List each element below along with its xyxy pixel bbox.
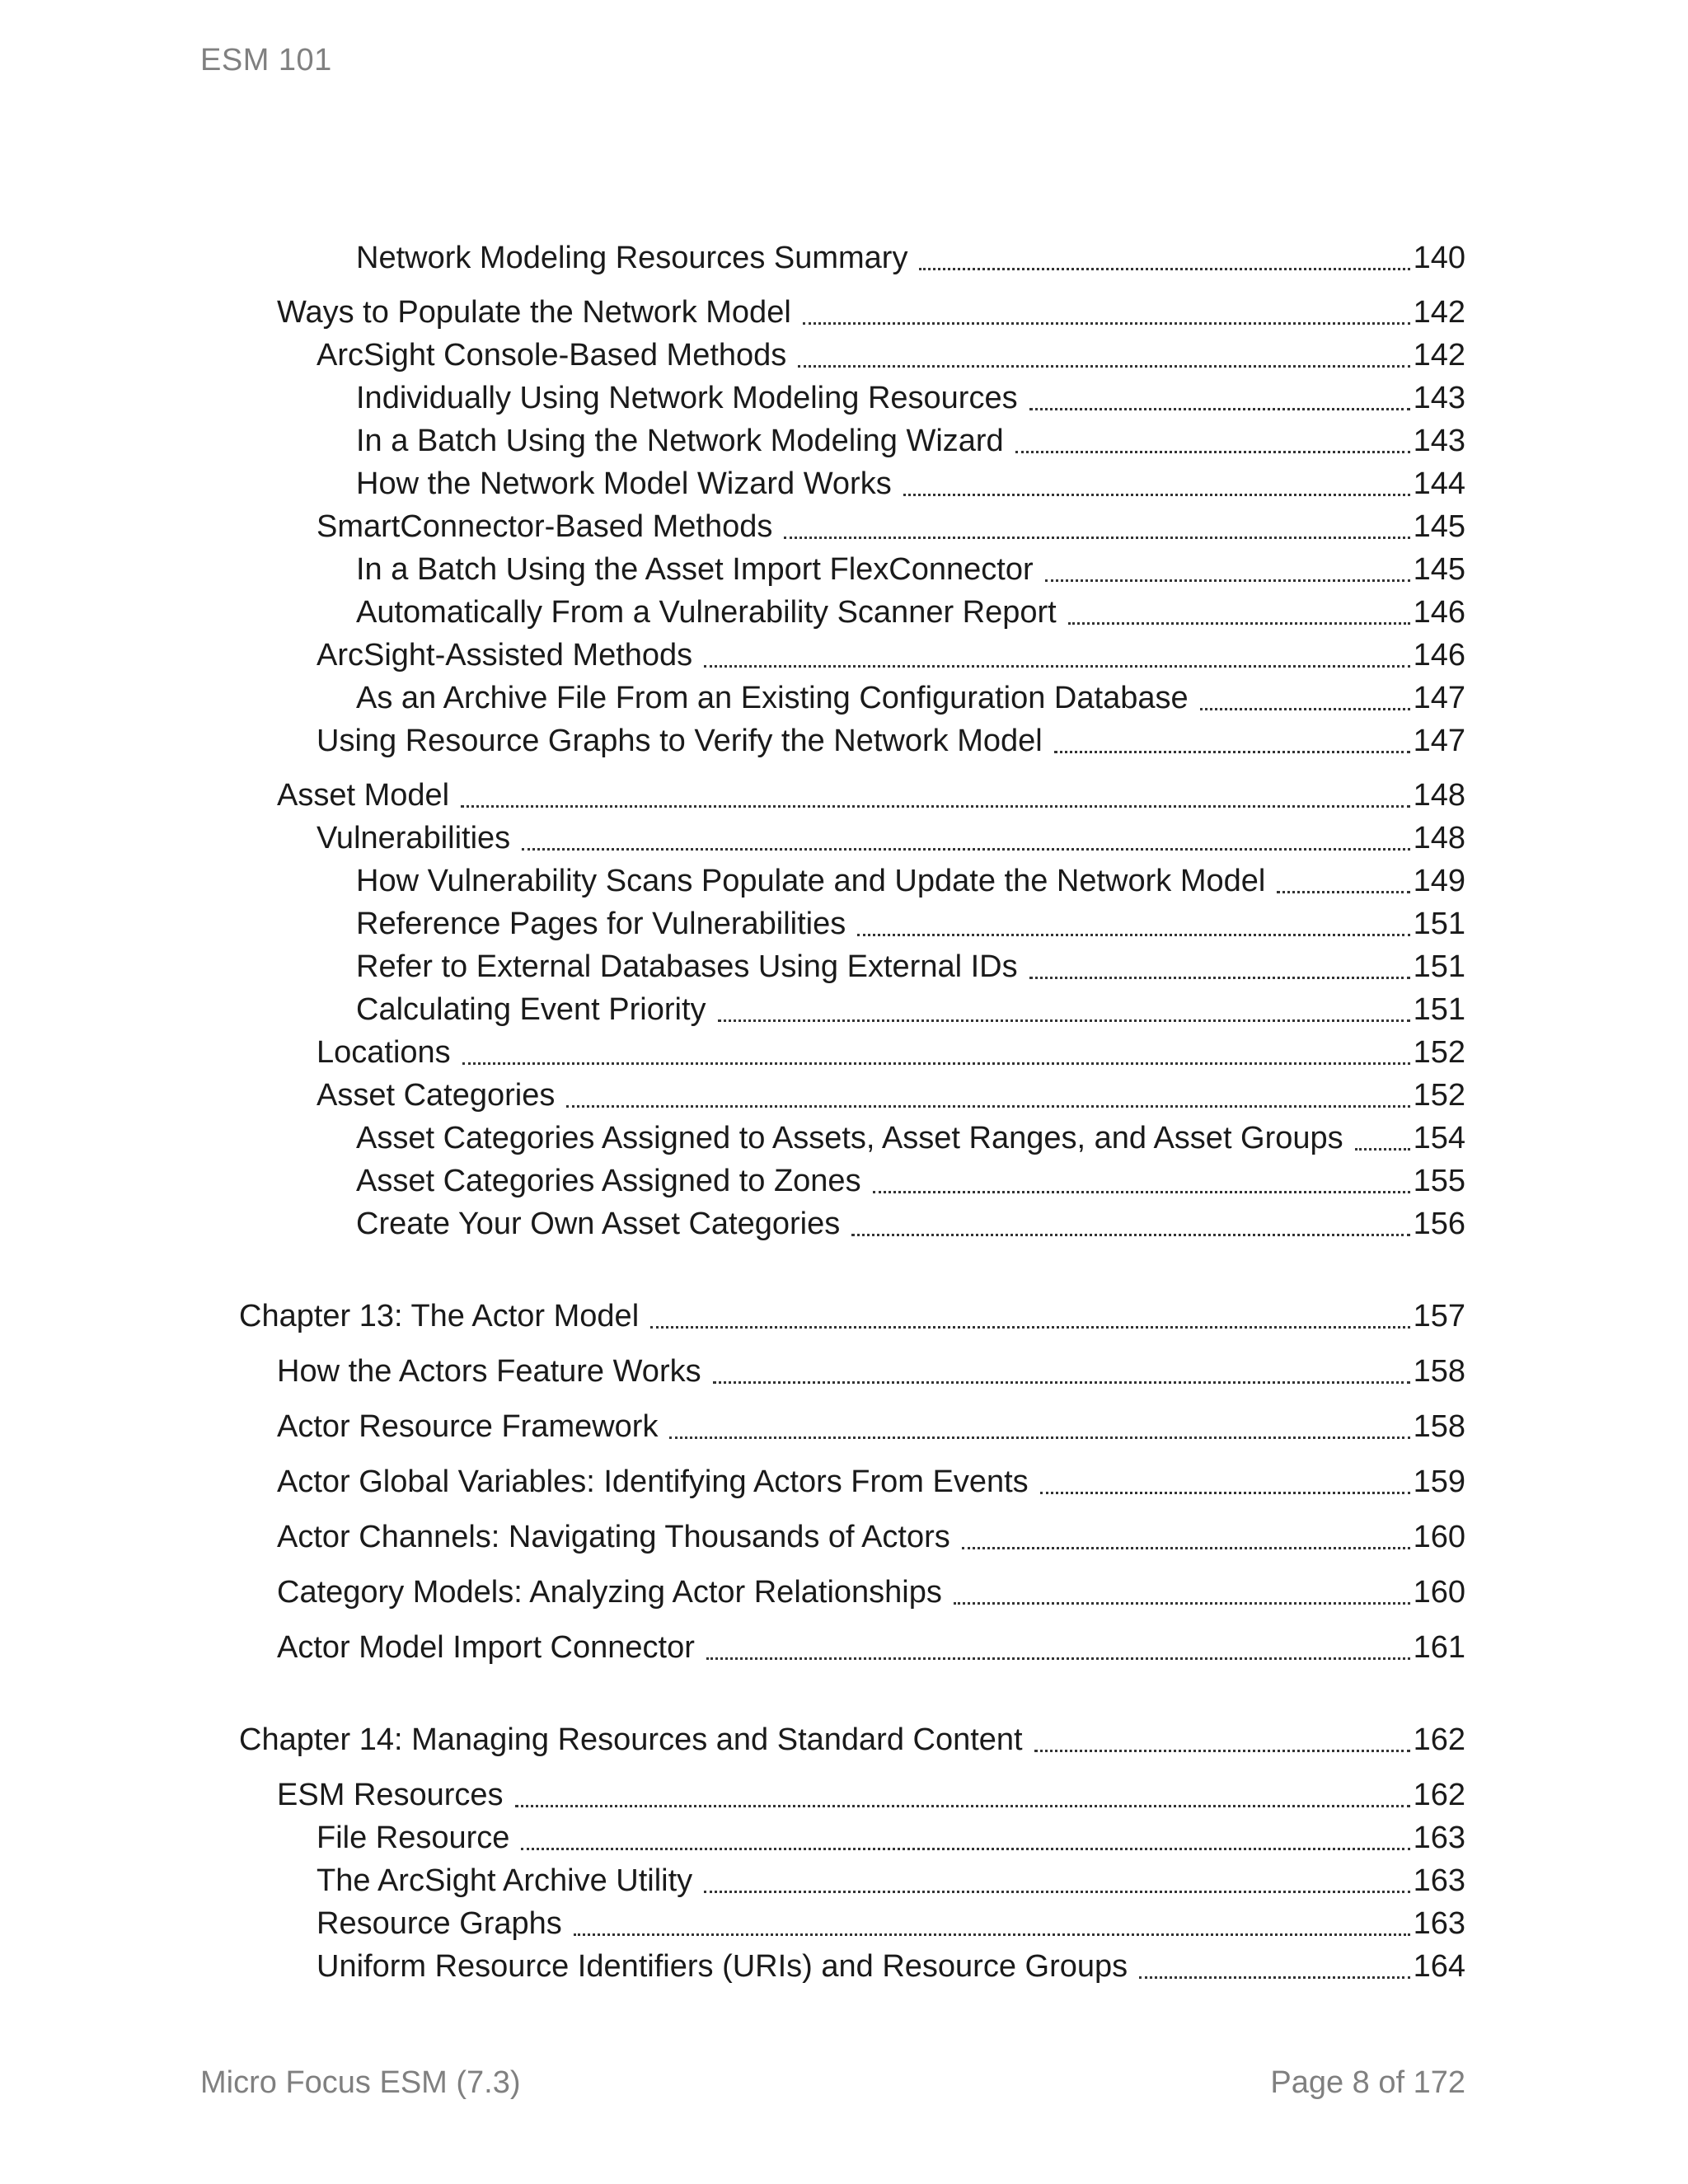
toc-page-number: 146 [1413, 595, 1465, 630]
toc-entry-label: Automatically From a Vulnerability Scanner Report [356, 595, 1057, 630]
toc-page-number: 144 [1413, 466, 1465, 501]
toc-entry[interactable] [277, 293, 1465, 331]
toc-leader-dots [706, 1657, 1410, 1660]
toc-entry[interactable] [316, 819, 1465, 857]
toc-page-number: 148 [1413, 821, 1465, 855]
toc-leader-dots [1054, 751, 1410, 753]
toc-page-number: 143 [1413, 424, 1465, 458]
toc-entry-label: File Resource [316, 1821, 510, 1855]
toc-entry[interactable] [277, 776, 1465, 814]
toc-entry[interactable] [356, 862, 1465, 900]
toc-leader-dots [522, 848, 1409, 851]
toc-page-number: 159 [1413, 1465, 1465, 1499]
toc-page-number: 160 [1413, 1520, 1465, 1554]
toc-page-number: 151 [1413, 907, 1465, 941]
toc-entry-label: Category Models: Analyzing Actor Relationships [277, 1575, 942, 1610]
toc-entry[interactable] [277, 1463, 1465, 1501]
toc-leader-dots [521, 1848, 1409, 1850]
toc-page-number: 148 [1413, 778, 1465, 813]
toc-page-number: 142 [1413, 295, 1465, 330]
toc-leader-dots [704, 1891, 1409, 1893]
toc-leader-dots [1015, 451, 1410, 453]
toc-entry-label: Network Modeling Resources Summary [356, 241, 908, 275]
toc-entry[interactable] [316, 1819, 1465, 1857]
toc-leader-dots [461, 805, 1410, 808]
toc-page-number: 147 [1413, 724, 1465, 758]
toc-leader-dots [851, 1234, 1409, 1236]
toc-entry[interactable] [356, 948, 1465, 986]
toc-entry-label: Chapter 14: Managing Resources and Standard Content [239, 1722, 1023, 1757]
toc-page-number: 151 [1413, 992, 1465, 1027]
toc-entry[interactable] [316, 1947, 1465, 1985]
toc-entry[interactable] [277, 1573, 1465, 1611]
toc-entry-label: Asset Categories [316, 1078, 556, 1113]
toc-leader-dots [873, 1191, 1410, 1193]
toc-leader-dots [798, 365, 1409, 368]
toc-entry-label: Individually Using Network Modeling Resources [356, 381, 1018, 415]
toc-page-number: 160 [1413, 1575, 1465, 1610]
toc-page-number: 151 [1413, 949, 1465, 984]
toc-entry-label: How Vulnerability Scans Populate and Update the Network Model [356, 864, 1266, 898]
toc-page-number: 157 [1413, 1299, 1465, 1333]
toc-entry[interactable] [239, 1721, 1465, 1759]
toc-page-number: 152 [1413, 1078, 1465, 1113]
toc-page-number: 152 [1413, 1035, 1465, 1070]
toc-entry-label: Vulnerabilities [316, 821, 511, 855]
toc-entry[interactable] [316, 1033, 1465, 1071]
toc-entry-label: How the Network Model Wizard Works [356, 466, 892, 501]
toc-entry[interactable] [356, 1205, 1465, 1243]
toc-entry-label: ESM Resources [277, 1778, 504, 1812]
toc-entry[interactable] [316, 1905, 1465, 1943]
toc-entry-label: Locations [316, 1035, 451, 1070]
toc-entry[interactable] [356, 422, 1465, 460]
toc-leader-dots [1139, 1976, 1409, 1979]
toc-page-number: 163 [1413, 1863, 1465, 1898]
toc-leader-dots [784, 537, 1409, 539]
toc-leader-dots [713, 1381, 1410, 1384]
toc-entry[interactable] [356, 1162, 1465, 1200]
toc-entry[interactable] [277, 1629, 1465, 1666]
toc-page-number: 162 [1413, 1722, 1465, 1757]
toc-leader-dots [1200, 708, 1410, 710]
toc-entry-label: Create Your Own Asset Categories [356, 1207, 841, 1241]
toc-leader-dots [566, 1105, 1409, 1108]
toc-entry-label: ArcSight Console-Based Methods [316, 338, 787, 373]
toc-entry-label: SmartConnector-Based Methods [316, 509, 773, 544]
toc-entry-label: Ways to Populate the Network Model [277, 295, 791, 330]
toc-leader-dots [954, 1602, 1410, 1605]
toc-entry[interactable] [316, 1862, 1465, 1900]
toc-leader-dots [515, 1805, 1410, 1807]
toc-leader-dots [1029, 408, 1410, 410]
toc-page-number: 164 [1413, 1949, 1465, 1984]
toc-entry[interactable] [356, 239, 1465, 277]
toc-entry-label: Actor Model Import Connector [277, 1630, 695, 1665]
toc-page-number: 147 [1413, 681, 1465, 715]
toc-entry-label: ArcSight-Assisted Methods [316, 638, 693, 673]
toc-entry[interactable] [316, 1076, 1465, 1114]
toc-entry-label: How the Actors Feature Works [277, 1354, 701, 1389]
toc-leader-dots [650, 1326, 1409, 1329]
page-header-title: ESM 101 [200, 43, 332, 77]
toc-entry[interactable] [316, 636, 1465, 674]
footer-page-number: Page 8 of 172 [1270, 2065, 1465, 2100]
toc-entry-label: Actor Global Variables: Identifying Actors From Events [277, 1465, 1029, 1499]
toc-leader-dots [903, 494, 1410, 496]
toc-leader-dots [803, 322, 1410, 325]
toc-leader-dots [1068, 622, 1410, 625]
toc-entry-label: Asset Model [277, 778, 450, 813]
toc-leader-dots [1277, 891, 1409, 893]
toc-entry[interactable] [277, 1408, 1465, 1446]
footer-product-name: Micro Focus ESM (7.3) [200, 2065, 521, 2100]
toc-leader-dots [1045, 579, 1410, 582]
toc-entry-label: Resource Graphs [316, 1906, 562, 1941]
toc-entry[interactable] [356, 379, 1465, 417]
toc-entry-label: As an Archive File From an Existing Configuration Database [356, 681, 1189, 715]
toc-entry-label: The ArcSight Archive Utility [316, 1863, 693, 1898]
toc-entry[interactable] [316, 336, 1465, 374]
toc-page-number: 154 [1413, 1121, 1465, 1155]
toc-leader-dots [462, 1062, 1410, 1065]
toc-entry-label: Actor Resource Framework [277, 1409, 659, 1444]
toc-entry[interactable] [356, 905, 1465, 943]
toc-entry[interactable] [316, 508, 1465, 546]
toc-entry-label: In a Batch Using the Asset Import FlexConnector [356, 552, 1034, 587]
toc-leader-dots [669, 1436, 1409, 1439]
toc-entry[interactable] [356, 991, 1465, 1029]
toc-entry-label: Using Resource Graphs to Verify the Network Model [316, 724, 1043, 758]
toc-page-number: 149 [1413, 864, 1465, 898]
toc-page-number: 158 [1413, 1354, 1465, 1389]
toc-entry[interactable] [277, 1518, 1465, 1556]
toc-leader-dots [574, 1933, 1410, 1936]
toc-entry-label: Actor Channels: Navigating Thousands of Actors [277, 1520, 950, 1554]
toc-leader-dots [857, 934, 1409, 936]
toc-entry[interactable] [356, 465, 1465, 503]
toc-entry-label: In a Batch Using the Network Modeling Wizard [356, 424, 1004, 458]
toc-leader-dots [704, 665, 1409, 668]
toc-page-number: 145 [1413, 552, 1465, 587]
toc-entry-label: Chapter 13: The Actor Model [239, 1299, 640, 1333]
toc-entry[interactable] [239, 1297, 1465, 1335]
toc-leader-dots [1029, 977, 1410, 979]
toc-page-number: 163 [1413, 1821, 1465, 1855]
toc-leader-dots [962, 1547, 1410, 1549]
toc-page-number: 156 [1413, 1207, 1465, 1241]
toc-page-number: 146 [1413, 638, 1465, 673]
toc-page-number: 163 [1413, 1906, 1465, 1941]
toc-entry-label: Uniform Resource Identifiers (URIs) and Resource Groups [316, 1949, 1128, 1984]
toc-leader-dots [1034, 1750, 1410, 1752]
toc-entry-label: Refer to External Databases Using External IDs [356, 949, 1018, 984]
toc-entry[interactable] [277, 1352, 1465, 1390]
toc-leader-dots [1355, 1148, 1410, 1151]
toc-page-number: 142 [1413, 338, 1465, 373]
toc-entry-label: Reference Pages for Vulnerabilities [356, 907, 846, 941]
toc-page-number: 158 [1413, 1409, 1465, 1444]
toc-entry-label: Asset Categories Assigned to Zones [356, 1164, 861, 1198]
toc-leader-dots [919, 268, 1409, 270]
toc-page-number: 140 [1413, 241, 1465, 275]
toc-entry[interactable] [316, 722, 1465, 760]
toc-page-number: 145 [1413, 509, 1465, 544]
toc-leader-dots [718, 1019, 1410, 1022]
toc-entry-label: Calculating Event Priority [356, 992, 706, 1027]
toc-entry-label: Asset Categories Assigned to Assets, Asset Ranges, and Asset Groups [356, 1121, 1343, 1155]
toc-page-number: 162 [1413, 1778, 1465, 1812]
toc-page-number: 161 [1413, 1630, 1465, 1665]
toc-entry[interactable] [356, 593, 1465, 631]
toc-entry[interactable] [356, 1119, 1465, 1157]
toc-entry[interactable] [277, 1776, 1465, 1814]
toc-page-number: 143 [1413, 381, 1465, 415]
toc-entry[interactable] [356, 679, 1465, 717]
toc-leader-dots [1040, 1492, 1410, 1494]
toc-entry[interactable] [356, 551, 1465, 588]
toc-page-number: 155 [1413, 1164, 1465, 1198]
